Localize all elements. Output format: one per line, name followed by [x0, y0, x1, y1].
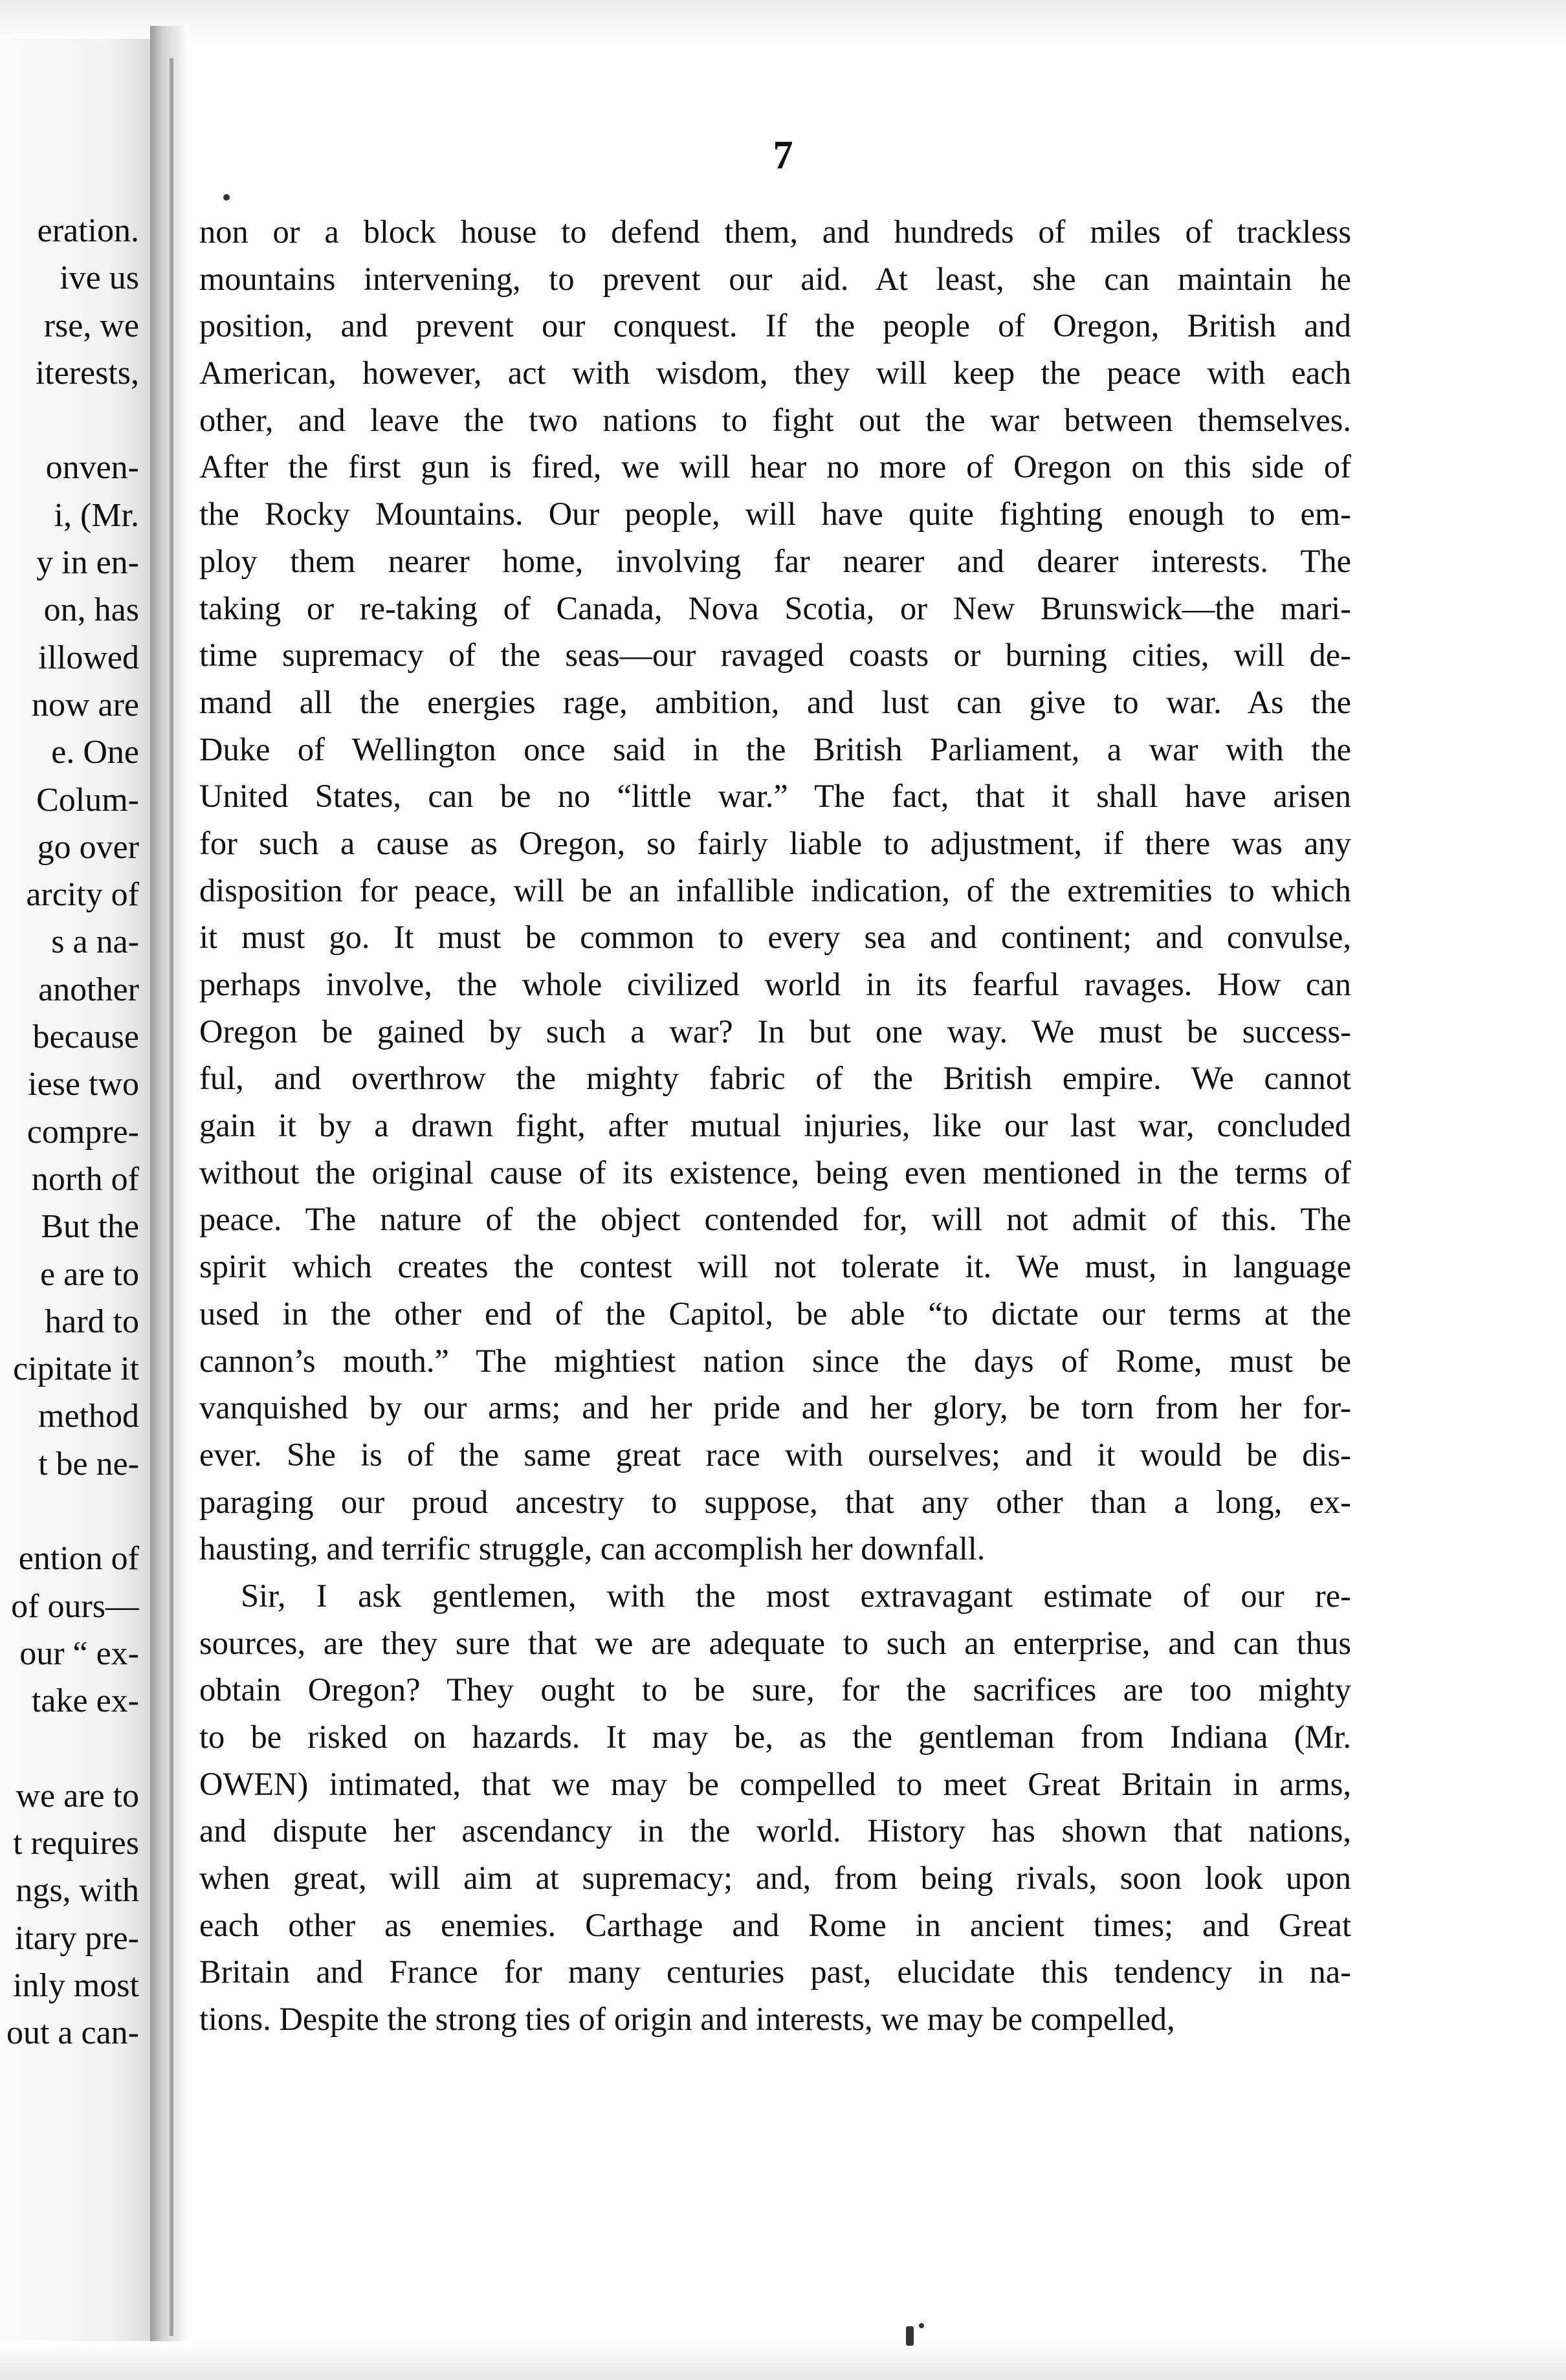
text-line: when great, will aim at supremacy; and, from being rivals, soon look upon [199, 1860, 1351, 1897]
ink-speck [223, 194, 230, 201]
facing-page-line [0, 1725, 139, 1772]
facing-page-line: eration. [37, 212, 139, 249]
facing-page-line: i, (Mr. [54, 496, 139, 534]
text-line: taking or re-taking of Canada, Nova Scotia, or New Brunswick—the mari- [199, 589, 1351, 626]
facing-page-line: ention of [18, 1540, 139, 1578]
facing-page-line: because [32, 1019, 139, 1056]
text-line: non or a block house to defend them, and hundreds of miles of trackless [199, 214, 1351, 250]
text-line: Sir, I ask gentlemen, with the most extravagant estimate of our re- [241, 1577, 1351, 1614]
text-line: After the first gun is fired, we will hear no more of Oregon on this side of [199, 448, 1351, 485]
facing-page-line: hard to [45, 1303, 139, 1340]
page-fold-line [170, 58, 173, 2336]
facing-page-line: we are to [16, 1777, 139, 1814]
facing-page-line: another [38, 971, 139, 1008]
facing-page-line: our “ ex- [19, 1635, 139, 1672]
facing-page-line: y in en- [36, 544, 139, 582]
facing-page-line: e. One [51, 734, 139, 771]
facing-page-line: on, has [43, 591, 139, 629]
text-line: sources, are they sure that we are adequate to such an enterprise, and can thus [199, 1624, 1351, 1661]
text-line: disposition for peace, will be an infallible indication, of the extremities to which [199, 872, 1351, 909]
facing-page-line: inly most [12, 1967, 139, 2004]
facing-page-line: itary pre- [14, 1919, 139, 1957]
text-line: other, and leave the two nations to fight out the war between themselves. [199, 401, 1351, 438]
ink-speck [906, 2326, 914, 2346]
text-line: ploy them nearer home, involving far nearer and dearer interests. The [199, 542, 1351, 579]
text-line: vanquished by our arms; and her pride and her glory, be torn from her for- [199, 1389, 1351, 1426]
facing-page-line: But the [41, 1208, 139, 1246]
page-bottom-edge [0, 2341, 1566, 2380]
text-line: to be risked on hazards. It may be, as the gentleman from Indiana (Mr. [199, 1719, 1351, 1755]
text-line: time supremacy of the seas—our ravaged coasts or burning cities, will de- [199, 637, 1351, 674]
text-line: ful, and overthrow the mighty fabric of the British empire. We cannot [199, 1060, 1351, 1097]
facing-page-line [0, 1488, 139, 1535]
text-line: and dispute her ascendancy in the world. History has shown that nations, [199, 1813, 1351, 1849]
text-line: Oregon be gained by such a war? In but one way. We must be success- [199, 1013, 1351, 1050]
body-text [199, 208, 1351, 2043]
text-line: peace. The nature of the object contended for, will not admit of this. The [199, 1201, 1351, 1238]
text-line: hausting, and terrific struggle, can accomplish her downfall. [199, 1530, 986, 1567]
facing-page-text [0, 207, 139, 2057]
text-line: it must go. It must be common to every sea and continent; and convulse, [199, 919, 1351, 956]
facing-page-line: rse, we [43, 307, 139, 344]
facing-page-line: arcity of [26, 876, 139, 914]
text-line: without the original cause of its existence, being even mentioned in the terms of [199, 1154, 1351, 1191]
facing-page-line: iterests, [35, 354, 139, 391]
facing-page-line: s a na- [51, 923, 139, 961]
text-line: Britain and France for many centuries past, elucidate this tendency in na- [199, 1954, 1351, 1990]
text-line: position, and prevent our conquest. If the people of Oregon, British and [199, 307, 1351, 344]
text-line: ever. She is of the same great race with ourselves; and it would be dis- [199, 1436, 1351, 1473]
text-line: for such a cause as Oregon, so fairly liable to adjustment, if there was any [199, 824, 1351, 861]
text-line: American, however, act with wisdom, they will keep the peace with each [199, 355, 1351, 391]
facing-page-line: iese two [28, 1066, 139, 1103]
facing-page-line: ive us [60, 259, 139, 297]
text-line: mand all the energies rage, ambition, and lust can give to war. As the [199, 683, 1351, 720]
facing-page-line: of ours— [11, 1587, 139, 1625]
facing-page-line: Colum- [36, 781, 139, 819]
text-line: cannon’s mouth.” The mightiest nation since the days of Rome, must be [199, 1342, 1351, 1379]
text-line: each other as enemies. Carthage and Rome in ancient times; and Great [199, 1906, 1351, 1943]
facing-page-line: t requires [13, 1825, 139, 1862]
text-line: Duke of Wellington once said in the British Parliament, a war with the [199, 731, 1351, 767]
facing-page-line: t be ne- [38, 1445, 139, 1482]
text-line: United States, can be no “little war.” The fact, that it shall have arisen [199, 778, 1351, 815]
text-line: paraging our proud ancestry to suppose, that any other than a long, ex- [199, 1483, 1351, 1520]
facing-page-line: ngs, with [16, 1872, 139, 1910]
text-line: tions. Despite the strong ties of origin and interests, we may be compelled, [199, 2001, 1175, 2038]
page-number: 7 [773, 133, 793, 177]
facing-page-line: cipitate it [13, 1350, 139, 1388]
text-line: spirit which creates the contest will not tolerate it. We must, in language [199, 1248, 1351, 1285]
facing-page-line: take ex- [31, 1682, 139, 1720]
facing-page-line: now are [31, 686, 139, 723]
text-line: the Rocky Mountains. Our people, will have quite fighting enough to em- [199, 496, 1351, 533]
page-top-edge [0, 0, 1566, 45]
text-line: perhaps involve, the whole civilized world in its fearful ravages. How can [199, 966, 1351, 1002]
facing-page-line: method [38, 1398, 139, 1435]
text-line: used in the other end of the Capitol, be able “to dictate our terms at the [199, 1295, 1351, 1332]
facing-page-line [0, 397, 139, 444]
facing-page-line: north of [31, 1160, 139, 1198]
facing-page-line: illowed [38, 639, 139, 676]
text-line: OWEN) intimated, that we may be compelled to meet Great Britain in arms, [199, 1765, 1351, 1802]
text-line: mountains intervening, to prevent our aid. At least, she can maintain he [199, 260, 1351, 297]
facing-page-line: out a can- [6, 2014, 139, 2052]
facing-page-line: onven- [45, 449, 139, 487]
text-line: obtain Oregon? They ought to be sure, for the sacrifices are too mighty [199, 1671, 1351, 1708]
facing-page-line: compre- [27, 1113, 139, 1151]
text-line: gain it by a drawn fight, after mutual injuries, like our last war, concluded [199, 1107, 1351, 1144]
facing-page-line: e are to [39, 1255, 139, 1293]
ink-speck [919, 2323, 924, 2328]
facing-page-line: go over [37, 828, 139, 866]
